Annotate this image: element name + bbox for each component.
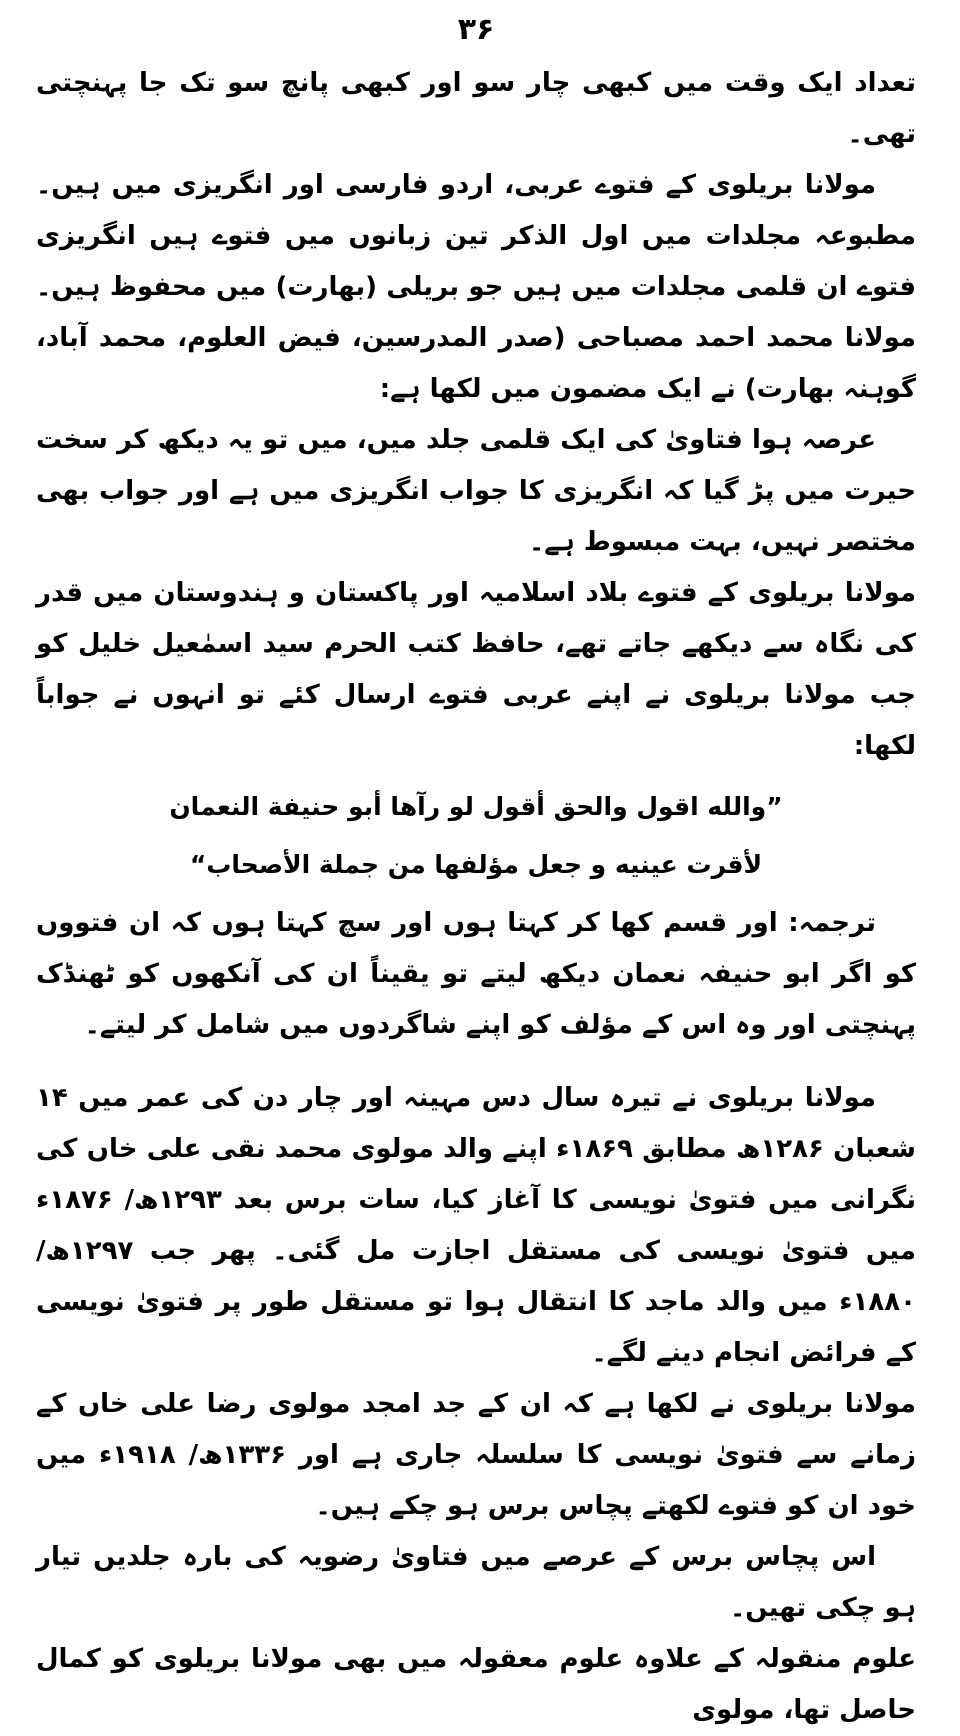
paragraph-6: مولانا بریلوی نے لکھا ہے کہ ان کے جد امجد مولوی رضا علی خاں کے زمانے سے فتویٰ نویسی کا سلسلہ جاری ہے اور ۱۳۳۶ھ/ ۱۹۱۸ء میں خود ان کو فتوے لکھتے پچاس برس ہو چکے ہیں۔	[36, 1389, 916, 1521]
paragraph-2: مولانا بریلوی کے فتوے عربی، اردو فارسی اور انگریزی میں ہیں۔ مطبوعہ مجلدات میں اول الذکر تین زبانوں میں فتوے ہیں انگریزی فتوے ان قلمی مجلدات میں ہیں جو بریلی (بھارت) میں محفوظ ہیں۔ مولانا محمد احمد مصباحی (صدر المدرسین، فیض العلوم، محمد آباد، گوہنہ بھارت) نے ایک مضمون میں لکھا ہے:	[36, 170, 916, 404]
paragraph-7: اس پچاس برس کے عرصے میں فتاویٰ رضویہ کی بارہ جلدیں تیار ہو چکی تھیں۔	[36, 1542, 916, 1623]
paragraph-1: تعداد ایک وقت میں کبھی چار سو اور کبھی پانچ سو تک جا پہنچتی تھی۔	[36, 68, 916, 149]
paragraph-5: مولانا بریلوی نے تیرہ سال دس مہینہ اور چار دن کی عمر میں ۱۴ شعبان ۱۲۸۶ھ مطابق ۱۸۶۹ء اپنے والد مولوی محمد نقی علی خاں کی نگرانی میں فتویٰ نویسی کا آغاز کیا، سات برس بعد ۱۲۹۳ھ/ ۱۸۷۶ء میں فتویٰ نویسی کی مستقل اجازت مل گئی۔ پھر جب ۱۲۹۷ھ/ ۱۸۸۰ء میں والد ماجد کا انتقال ہوا تو مستقل طور پر فتویٰ نویسی کے فرائض انجام دینے لگے۔	[36, 1083, 916, 1368]
paragraph-4: مولانا بریلوی کے فتوے بلاد اسلامیہ اور پاکستان و ہندوستان میں قدر کی نگاہ سے دیکھے جاتے تھے، حافظ کتب الحرم سید اسمٰعیل خلیل کو جب مولانا بریلوی نے اپنے عربی فتوے ارسال کئے تو انہوں نے جواباً لکھا:	[36, 578, 916, 761]
paragraph-8: علوم منقولہ کے علاوہ علوم معقولہ میں بھی مولانا بریلوی کو کمال حاصل تھا، مولوی	[36, 1644, 916, 1725]
quoted-paragraph: عرصہ ہوا فتاویٰ کی ایک قلمی جلد میں، میں تو یہ دیکھ کر سخت حیرت میں پڑ گیا کہ انگریزی کا جواب انگریزی میں ہے اور جواب بھی مختصر نہیں، بہت مبسوط ہے۔	[36, 425, 916, 557]
arabic-quote-line-1: ”والله اقول والحق أقول لو رآها أبو حنيفة النعمان	[169, 792, 783, 821]
arabic-quote-line-2: لأقرت عينيه و جعل مؤلفها من جملة الأصحاب“	[189, 850, 763, 879]
arabic-quote-block	[36, 778, 916, 894]
page-number: ۳۶	[457, 12, 495, 47]
paragraph-gap	[36, 1051, 916, 1073]
translation-paragraph: ترجمہ: اور قسم کھا کر کہتا ہوں اور سچ کہتا ہوں کہ ان فتووں کو اگر ابو حنیفہ نعمان دیکھ لیتے تو یقیناً ان کی آنکھوں کو ٹھنڈک پہنچتی اور وہ اس کے مؤلف کو اپنے شاگردوں میں شامل کر لیتے۔	[36, 908, 916, 1040]
